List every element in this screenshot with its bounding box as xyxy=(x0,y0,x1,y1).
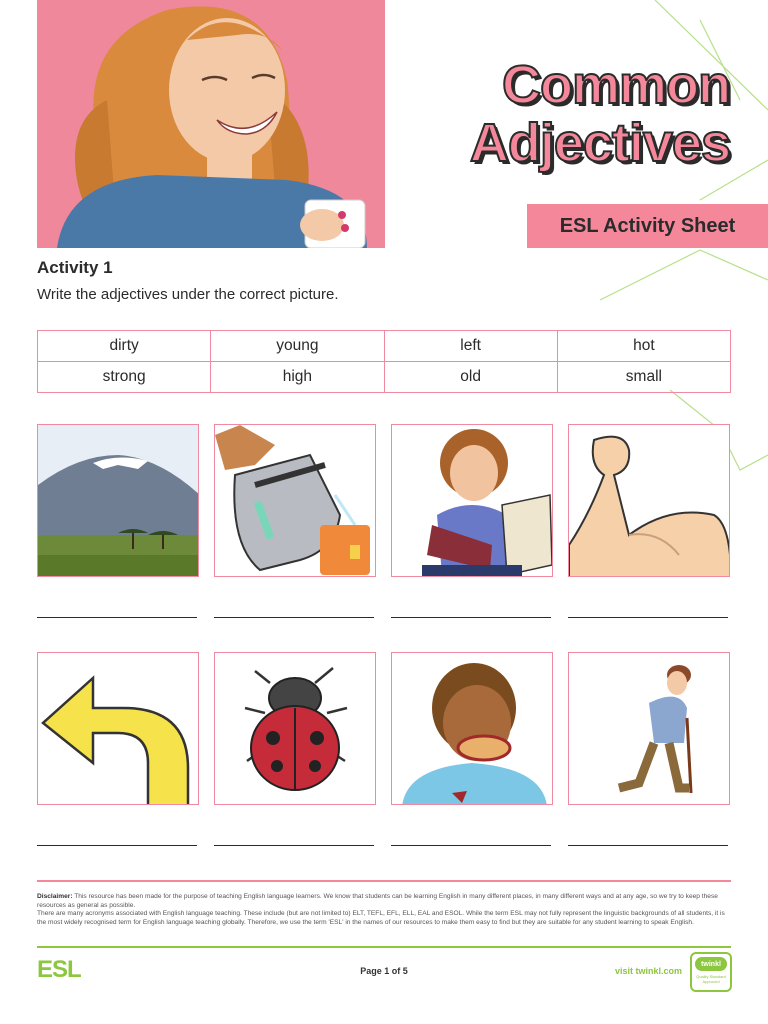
word-cell: young xyxy=(211,331,384,362)
young-boy-icon xyxy=(392,425,553,577)
picture-young-boy xyxy=(391,424,553,577)
word-cell: hot xyxy=(557,331,730,362)
title-line-1: Common xyxy=(502,55,730,115)
answer-line[interactable] xyxy=(214,845,374,846)
answer-line[interactable] xyxy=(391,617,551,618)
word-bank-row xyxy=(38,362,731,393)
answer-line[interactable] xyxy=(214,617,374,618)
disclaimer-text-1: This resource has been made for the purpose of teaching English language learners. We know that students can be learning English in many different places, in many different ways and at any age, so we try to keep these resources as general as possible. xyxy=(37,893,718,909)
hero-illustration xyxy=(37,0,385,248)
subtitle: ESL Activity Sheet xyxy=(559,214,736,237)
esl-logo: ESL xyxy=(37,956,81,983)
activity-instructions: Write the adjectives under the correct picture. xyxy=(37,286,339,303)
picture-ladybird xyxy=(214,652,376,805)
word-bank-table xyxy=(37,330,731,393)
answer-line[interactable] xyxy=(391,845,551,846)
answer-line[interactable] xyxy=(37,617,197,618)
disclaimer-label: Disclaimer: xyxy=(37,893,73,900)
picture-strong-arm xyxy=(568,424,730,577)
disclaimer xyxy=(37,893,731,927)
answer-line[interactable] xyxy=(568,845,728,846)
picture-kettle xyxy=(214,424,376,577)
disclaimer-paragraph-1 xyxy=(37,893,731,910)
picture-dirty-boy xyxy=(391,652,553,805)
title-line-2: Adjectives xyxy=(469,113,730,173)
strong-arm-icon xyxy=(569,425,730,577)
twinkl-logo: twinkl xyxy=(695,957,727,971)
ladybird-icon xyxy=(215,653,376,805)
disclaimer-paragraph-2: There are many acronyms associated with English language teaching. These include (but are not limited to) ELT, TEFL, EFL, ELL, EAL and ESOL. While the term ESL may not fully represent the linguistic backgrounds of all students, it is the most widely recognised term for English language teaching globally. Therefore, we use the term 'ESL' in the names of our resources to make them easy to find but they are suitable for any student learning to speak English. xyxy=(37,910,725,926)
word-bank-row xyxy=(38,331,731,362)
word-cell: old xyxy=(384,362,557,393)
picture-left-arrow xyxy=(37,652,199,805)
answer-line[interactable] xyxy=(568,617,728,618)
page-title xyxy=(470,56,730,172)
footer-rule xyxy=(37,946,731,948)
answer-line[interactable] xyxy=(37,845,197,846)
quality-badge-text: Quality Standard Approved xyxy=(696,974,726,984)
word-cell: small xyxy=(557,362,730,393)
picture-old-man xyxy=(568,652,730,805)
dirty-boy-icon xyxy=(392,653,553,805)
word-cell: dirty xyxy=(38,331,211,362)
left-arrow-icon xyxy=(38,653,199,805)
mountain-icon xyxy=(38,425,199,577)
subtitle-band xyxy=(527,204,768,248)
picture-mountain xyxy=(37,424,199,577)
page-number: Page 1 of 5 xyxy=(360,966,408,976)
word-cell: strong xyxy=(38,362,211,393)
twinkl-badge xyxy=(690,952,732,992)
activity-heading: Activity 1 xyxy=(37,258,113,277)
footer-divider xyxy=(37,880,731,882)
visit-link[interactable]: visit twinkl.com xyxy=(614,966,682,976)
kettle-icon xyxy=(215,425,376,577)
word-cell: left xyxy=(384,331,557,362)
old-man-icon xyxy=(569,653,730,805)
word-cell: high xyxy=(211,362,384,393)
